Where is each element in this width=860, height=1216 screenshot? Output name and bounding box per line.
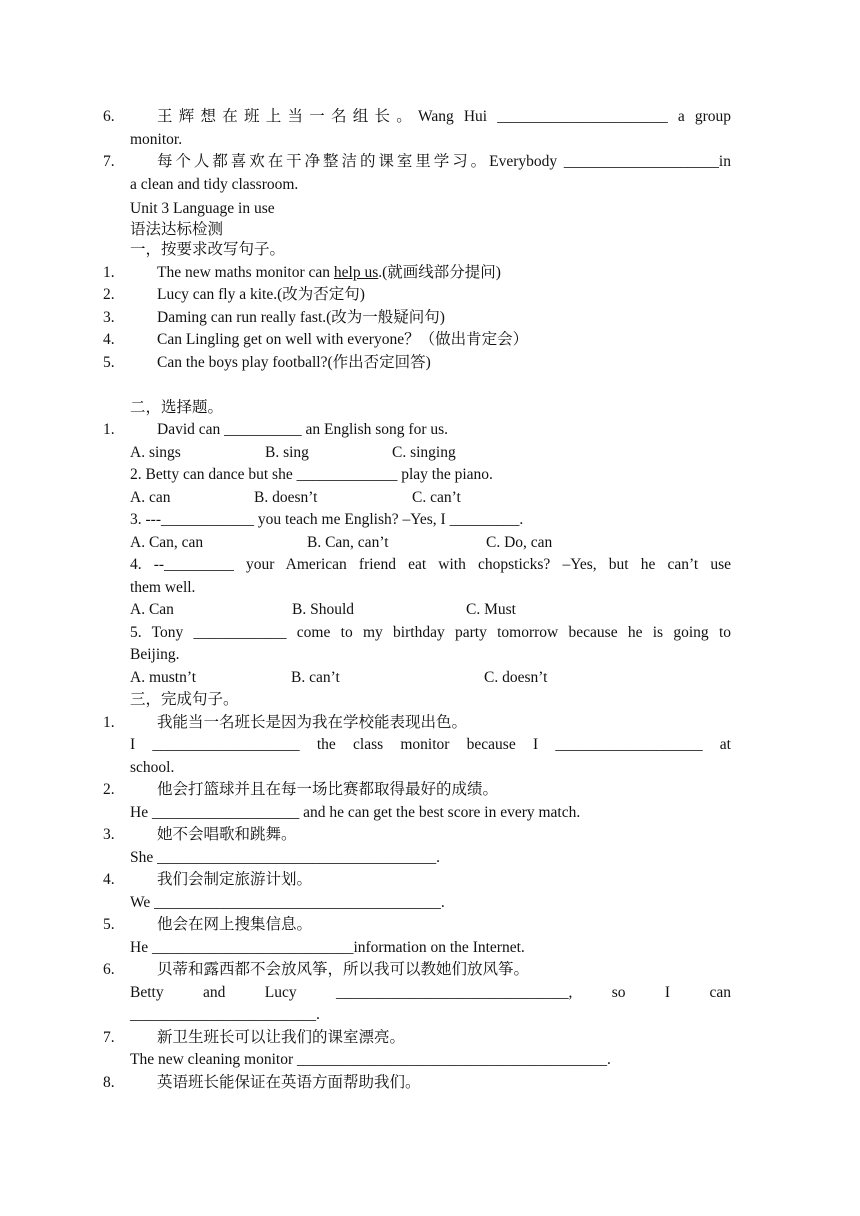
item-6-line: [0, 106, 860, 129]
list-item: [0, 352, 860, 375]
item-text-pre: The new maths monitor can: [157, 263, 334, 281]
list-item: [0, 869, 860, 892]
chinese-prompt: 新卫生班长可以让我们的课室漂亮。: [157, 1028, 406, 1046]
item-number: 5.: [103, 353, 115, 371]
question-text: 2. Betty can dance but she _____________ play the piano.: [130, 466, 493, 483]
item-7-line: [0, 151, 860, 174]
option-b: B. sing: [265, 443, 309, 461]
item-text: [157, 262, 501, 285]
item-text: Can the boys play football?(作出否定回答): [157, 353, 431, 371]
item-number: 6.: [103, 961, 115, 978]
list-item: [0, 712, 860, 735]
option-a: A. can: [130, 488, 171, 506]
chinese-prompt: 她不会唱歌和跳舞。: [157, 826, 297, 843]
item-number: 4.: [103, 331, 115, 348]
option-c: C. singing: [392, 443, 456, 461]
english-sentence: I ___________________ the class monitor because I ___________________ at: [130, 736, 731, 753]
item-number: 5.: [103, 916, 115, 933]
option-b: B. Can, can’t: [307, 533, 389, 551]
item-number: 2.: [103, 781, 115, 798]
chinese-prompt: 我们会制定旅游计划。: [157, 871, 313, 888]
item-number: 2.: [103, 286, 115, 303]
chinese-prompt: 我能当一名班长是因为我在学校能表现出色。: [157, 713, 468, 731]
option-b: B. doesn’t: [254, 488, 318, 506]
option-b: B. can’t: [291, 668, 340, 686]
list-item: [0, 779, 860, 802]
list-item: [0, 262, 860, 285]
question-text: 5. Tony ____________ come to my birthday party tomorrow because he is going to: [130, 623, 731, 641]
list-item: [0, 307, 860, 330]
list-item: [0, 1072, 860, 1095]
option-a: A. mustn’t: [130, 668, 197, 686]
item-6-text: 王辉想在班上当一名组长。Wang Hui ______________________ a group: [157, 108, 731, 125]
list-item: [0, 284, 860, 307]
item-7-text: 每个人都喜欢在干净整洁的课室里学习。Everybody ____________________in: [157, 153, 731, 170]
question-text: David can __________ an English song for us.: [157, 421, 449, 438]
option-c: C. doesn’t: [484, 668, 548, 686]
item-text: Lucy can fly a kite.(改为否定句): [157, 286, 365, 303]
item-number: 1.: [103, 263, 115, 281]
part1-heading: 一，按要求改写句子。: [130, 241, 286, 258]
item-text-post: .(就画线部分提问): [378, 263, 501, 281]
options-row: [0, 532, 860, 555]
item-text: Daming can run really fast.(改为一般疑问句): [157, 308, 445, 326]
option-c: C. can’t: [412, 488, 461, 506]
item-number: 6.: [103, 108, 115, 125]
item-number: 7.: [103, 1028, 115, 1046]
item-number: 1.: [103, 421, 115, 438]
list-item: [0, 824, 860, 847]
english-sentence: He __________________________information on the Internet.: [130, 938, 525, 956]
english-sentence-cont: ________________________.: [130, 1006, 320, 1023]
options-row: [0, 599, 860, 622]
chinese-prompt: 贝蒂和露西都不会放风筝，所以我可以教她们放风筝。: [157, 961, 530, 978]
option-b: B. Should: [292, 601, 355, 618]
item-number: 1.: [103, 713, 115, 731]
question-text-cont: them well.: [130, 578, 196, 596]
item-number: 7.: [103, 153, 115, 170]
part3-heading: 三，完成句子。: [130, 691, 239, 708]
question-text: 4. --_________ your American friend eat with chopsticks? –Yes, but he can’t use: [130, 556, 731, 573]
item-number: 3.: [103, 308, 115, 326]
option-c: C. Must: [466, 601, 516, 618]
list-item: [0, 914, 860, 937]
option-c: C. Do, can: [486, 533, 553, 551]
question-text: 3. ---____________ you teach me English? –Yes, I _________.: [130, 511, 524, 528]
english-sentence: The new cleaning monitor ________________________________________.: [130, 1051, 611, 1068]
worksheet-page: [0, 106, 860, 1094]
english-sentence: She ____________________________________.: [130, 848, 440, 866]
item-number: 8.: [103, 1073, 115, 1091]
list-item: [0, 329, 860, 352]
grammar-title: 语法达标检测: [130, 220, 224, 238]
option-a: A. Can: [130, 601, 174, 618]
english-sentence-cont: school.: [130, 758, 175, 776]
list-item: [0, 1027, 860, 1050]
question-1: [0, 419, 860, 442]
chinese-prompt: 他会打篮球并且在每一场比赛都取得最好的成绩。: [157, 781, 499, 798]
item-number: 4.: [103, 871, 115, 888]
underlined-phrase: help us: [333, 263, 379, 281]
chinese-prompt: 英语班长能保证在英语方面帮助我们。: [157, 1073, 421, 1091]
unit-title: Unit 3 Language in use: [130, 200, 275, 217]
item-text: Can Lingling get on well with everyone？（做出肯定会）: [157, 331, 529, 348]
option-a: A. sings: [130, 443, 181, 461]
option-a: A. Can, can: [130, 533, 204, 551]
chinese-prompt: 他会在网上搜集信息。: [157, 916, 313, 933]
list-item: [0, 959, 860, 982]
item-6-cont: monitor.: [130, 130, 183, 148]
part2-heading: 二，选择题。: [130, 398, 224, 416]
english-sentence: We _____________________________________.: [130, 893, 445, 911]
options-row: [0, 487, 860, 510]
english-sentence: He ___________________ and he can get the best score in every match.: [130, 803, 581, 821]
question-text-cont: Beijing.: [130, 646, 180, 663]
english-sentence: Betty and Lucy ______________________________, so I can: [130, 983, 731, 1001]
options-row: [0, 667, 860, 690]
options-row: [0, 442, 860, 465]
item-7-cont: a clean and tidy classroom.: [130, 175, 299, 193]
item-number: 3.: [103, 826, 115, 843]
